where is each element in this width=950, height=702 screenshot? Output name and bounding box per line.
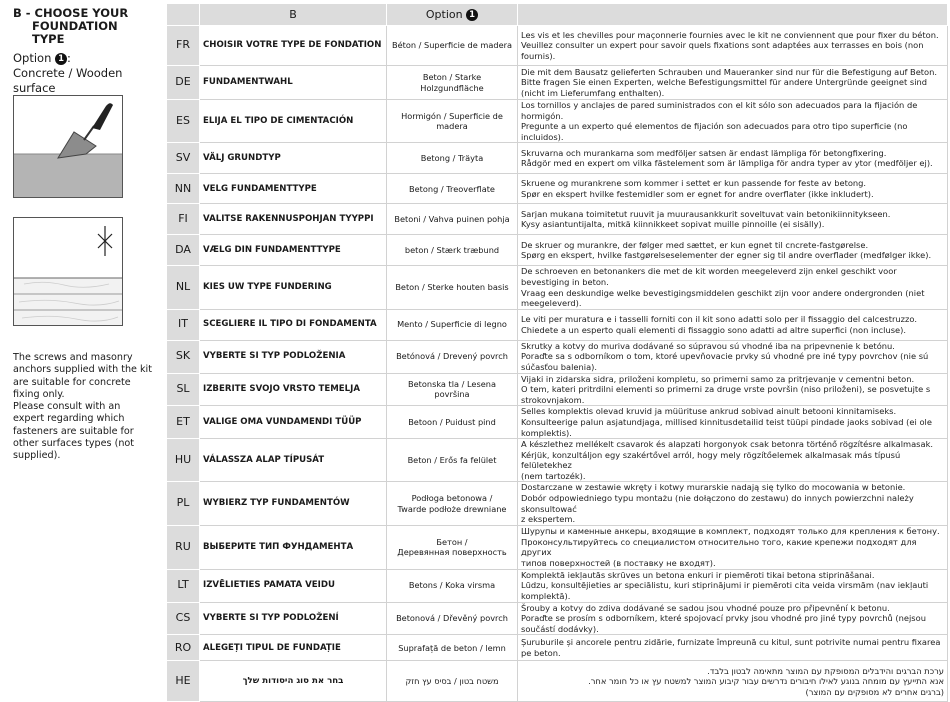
row-title: ВЫБЕРИТЕ ТИП ФУНДАМЕНТА: [200, 525, 387, 569]
language-code: HU: [167, 439, 200, 482]
row-description: De schroeven en betonankers die met de kit worden meegeleverd zijn enkel geschikt voor bevestiging in beton. Vraag een deskundige welke bevestigingsmiddelen geschikt zijn voor andere ondergronden (niet meegeleverd).: [518, 266, 948, 309]
row-title: VALIGE OMA VUNDAMENDI TÜÜP: [200, 406, 387, 439]
row-title: SCEGLIERE IL TIPO DI FONDAMENTA: [200, 309, 387, 340]
language-code: SL: [167, 373, 200, 406]
row-description: ערכת הברגים והידבלים המסופקת עם המוצר מתאימה לבטון בלבד. אנא התייעץ עם מומחה בנוגע לאילו חיבורים נדרשים עבור קיבוע המוצר למשטח עץ או כל חומר אחר. (ברגים אחרים לא מסופקים עם המוצר): [518, 661, 948, 702]
row-option: Betons / Koka virsma: [387, 569, 518, 602]
header-col-b: B: [200, 4, 387, 26]
header-option-label: Option: [425, 8, 463, 21]
row-description: Die mit dem Bausatz gelieferten Schrauben und Maueranker sind nur für die Befestigung auf Beton. Bitte fragen Sie einen Experten, welche Befestigungsmittel für andere Untergründe geeignet sind (nicht im Lieferumfang enthalten).: [518, 66, 948, 100]
row-title: VYBERTE SI TYP PODLOŽENIA: [200, 340, 387, 373]
left-panel: [0, 0, 160, 662]
trowel-icon: [14, 96, 123, 198]
row-description: Le viti per muratura e i tasselli forniti con il kit sono adatti solo per il fissaggio del calcestruzzo. Chiedete a un esperto quali elementi di fissaggio sono adatti ad altre superfici (non incluse).: [518, 309, 948, 340]
wood-planks-icon: [14, 218, 123, 326]
language-code: NL: [167, 266, 200, 309]
row-title: VALITSE RAKENNUSPOHJAN TYYPPI: [200, 204, 387, 235]
table-row: [167, 340, 948, 373]
table-row: [167, 309, 948, 340]
note-concrete-only: The screws and masonry anchors supplied with the kit are suitable for concrete fixing only.: [13, 352, 152, 400]
row-description: Vijaki in zidarska sidra, priloženi kompletu, so primerni samo za pritrjevanje v cementni beton. O tem, kateri pritrdilni elementi so primerni za druge vrste površin (niso priloženi), se posvetujte s strokovnjakom.: [518, 373, 948, 406]
table-row: [167, 525, 948, 569]
language-code: HE: [167, 661, 200, 702]
row-option: Betonska tla / Lesena površina: [387, 373, 518, 406]
option-prefix: Option: [13, 51, 52, 65]
language-code: RU: [167, 525, 200, 569]
table-row: [167, 406, 948, 439]
option-heading: [13, 51, 158, 96]
row-description: Dostarczane w zestawie wkręty i kotwy murarskie nadają się tylko do mocowania w betonie. Dobór odpowiedniego typu montażu (nie dołączono do zestawu) do innych powierzchni należy skonsultować z ekspertem.: [518, 482, 948, 525]
row-title: VÆLG DIN FUNDAMENTTYPE: [200, 235, 387, 266]
row-description: Komplektā iekļautās skrūves un betona enkuri ir piemēroti tikai betona stiprināšanai. Lūdzu, konsultējieties ar speciālistu, kuri stiprinājumi ir piemēroti cita veida virsmām (nav iekļauti komplektā).: [518, 569, 948, 602]
row-title: WYBIERZ TYP FUNDAMENTÓW: [200, 482, 387, 525]
header-code: [167, 4, 200, 26]
language-code: ET: [167, 406, 200, 439]
table-row: [167, 635, 948, 661]
row-description: Șuruburile și ancorele pentru zidărie, furnizate împreună cu kitul, sunt potrivite numai pentru fixarea pe beton.: [518, 635, 948, 661]
row-option: משטח בטון / בסיס עץ חזק: [387, 661, 518, 702]
section-title-line2: FOUNDATION TYPE: [32, 19, 118, 46]
row-title: IZVĒLIETIES PAMATA VEIDU: [200, 569, 387, 602]
row-title: ELIJA EL TIPO DE CIMENTACIÓN: [200, 100, 387, 143]
row-option: Betoni / Vahva puinen pohja: [387, 204, 518, 235]
row-title: בחר את סוג היסודות שלך: [200, 661, 387, 702]
language-code: SK: [167, 340, 200, 373]
row-title: KIES UW TYPE FUNDERING: [200, 266, 387, 309]
header-description: [518, 4, 948, 26]
row-description: Sarjan mukana toimitetut ruuvit ja muurausankkurit soveltuvat vain betonikiinnitykseen. Kysy asiantuntijalta, mitkä kiinnikkeet sopivat muille pinnoille (ei sisälly).: [518, 204, 948, 235]
table-row: [167, 143, 948, 174]
table-row: [167, 373, 948, 406]
language-code: DE: [167, 66, 200, 100]
language-code: PL: [167, 482, 200, 525]
section-title-line1: B - CHOOSE YOUR: [13, 6, 129, 20]
row-description: Skruene og murankrene som kommer i settet er kun passende for feste av betong. Spør en ekspert hvilke festemidler som er egnet for andre overflater (ikke inkludert).: [518, 174, 948, 204]
language-code: NN: [167, 174, 200, 204]
language-code: IT: [167, 309, 200, 340]
row-description: A készlethez mellékelt csavarok és alapzati horgonyok csak betonra történő rögzítésre alkalmasak. Kérjük, konzultáljon egy szakértővel arról, hogy mely rögzítőelemek alkalmasak más típusú felületekhez (nem tartozék).: [518, 439, 948, 482]
header-option-number-badge: 1: [466, 9, 478, 21]
option-value: Concrete / Wooden surface: [13, 66, 123, 95]
row-option: Beton / Sterke houten basis: [387, 266, 518, 309]
option-suffix: :: [67, 51, 71, 65]
language-code: CS: [167, 602, 200, 635]
table-row: [167, 661, 948, 702]
row-description: De skruer og murankre, der følger med sættet, er kun egnet til cncrete-fastgørelse. Spørg en ekspert, hvilke fastgørelseselementer der egner sig til andre overflader (medfølger ikke).: [518, 235, 948, 266]
concrete-trowel-illustration: [13, 95, 123, 198]
row-option: beton / Stærk træbund: [387, 235, 518, 266]
table-row: [167, 100, 948, 143]
row-description: Skruvarna och murankarna som medföljer satsen är endast lämpliga för betongfixering. Rådgör med en expert om vilka fästelement som är lämpliga för andra typer av ytor (medföljer ej).: [518, 143, 948, 174]
table-row: [167, 174, 948, 204]
section-title: [13, 7, 153, 46]
foundation-translation-table: [166, 3, 948, 702]
row-option: Betong / Treoverflate: [387, 174, 518, 204]
table-row: [167, 204, 948, 235]
row-description: Los tornillos y anclajes de pared suministrados con el kit sólo son adecuados para la fijación de hormigón. Pregunte a un experto qué elementos de fijación son adecuados para otro tipo superficie (no incluidos).: [518, 100, 948, 143]
row-option: Betong / Träyta: [387, 143, 518, 174]
language-code: ES: [167, 100, 200, 143]
row-option: Beton / Erős fa felület: [387, 439, 518, 482]
note-consult-expert: Please consult with an expert regarding which fasteners are suitable for other surfaces types (not supplied).: [13, 401, 135, 462]
row-description: Selles komplektis olevad kruvid ja müürituse ankrud sobivad ainult betooni kinnitamiseks. Konsulteerige palun asjatundjaga, millised kinnitusdetailid teist tüüpi pindade jaoks sobivad (ei ole komplektis).: [518, 406, 948, 439]
option-number-badge: 1: [55, 53, 67, 65]
row-option: Betonová / Dřevěný povrch: [387, 602, 518, 635]
table-row: [167, 235, 948, 266]
row-description: Skrutky a kotvy do muriva dodávané so súpravou sú vhodné iba na pripevnenie k betónu. Poraďte sa s odborníkom o tom, ktoré upevňovacie prvky sú vhodné pre iné typy povrchov (nie sú súčasťou balenia).: [518, 340, 948, 373]
row-description: Šrouby a kotvy do zdiva dodávané se sadou jsou vhodné pouze pro připevnění k betonu. Poraďte se prosím s odborníkem, které spojovací prvky jsou vhodné pro jiné typy povrchů (nejsou součástí dodávky).: [518, 602, 948, 635]
row-option: Betoon / Puidust pind: [387, 406, 518, 439]
row-option: Beton / Starke Holzgundfläche: [387, 66, 518, 100]
language-code: FI: [167, 204, 200, 235]
wooden-surface-illustration: [13, 217, 123, 326]
row-option: Бетон / Деревянная поверхность: [387, 525, 518, 569]
table-row: [167, 439, 948, 482]
table-row: [167, 602, 948, 635]
row-title: VÁLASSZA ALAP TÍPUSÁT: [200, 439, 387, 482]
row-description: Les vis et les chevilles pour maçonnerie fournies avec le kit ne conviennent que pour fixer du béton. Veuillez consulter un expert pour savoir quels fixations sont adaptées aux terrasses en bois (non fournis).: [518, 26, 948, 66]
row-option: Béton / Superficie de madera: [387, 26, 518, 66]
table-row: [167, 26, 948, 66]
table-row: [167, 66, 948, 100]
row-title: CHOISIR VOTRE TYPE DE FONDATION: [200, 26, 387, 66]
row-option: Suprafață de beton / lemn: [387, 635, 518, 661]
table-header-row: [167, 4, 948, 26]
row-title: IZBERITE SVOJO VRSTO TEMELJA: [200, 373, 387, 406]
row-option: Podłoga betonowa / Twarde podłoże drewniane: [387, 482, 518, 525]
table-row: [167, 266, 948, 309]
language-code: FR: [167, 26, 200, 66]
language-code: SV: [167, 143, 200, 174]
language-code: DA: [167, 235, 200, 266]
row-title: VÄLJ GRUNDTYP: [200, 143, 387, 174]
row-option: Hormigón / Superficie de madera: [387, 100, 518, 143]
row-title: ALEGEȚI TIPUL DE FUNDAȚIE: [200, 635, 387, 661]
row-title: VELG FUNDAMENTTYPE: [200, 174, 387, 204]
row-title: FUNDAMENTWAHL: [200, 66, 387, 100]
row-title: VYBERTE SI TYP PODLOŽENÍ: [200, 602, 387, 635]
row-option: Betónová / Drevený povrch: [387, 340, 518, 373]
fastener-notes: [13, 352, 153, 463]
row-description: Шурупы и каменные анкеры, входящие в комплект, подходят только для крепления к бетону. Проконсультируйтесь со специалистом относительно того, какие крепежи подходят для других типов поверхностей (в поставку не входят).: [518, 525, 948, 569]
row-option: Mento / Superficie di legno: [387, 309, 518, 340]
table-row: [167, 569, 948, 602]
language-code: LT: [167, 569, 200, 602]
table-row: [167, 482, 948, 525]
language-code: RO: [167, 635, 200, 661]
header-col-option: [387, 4, 518, 26]
